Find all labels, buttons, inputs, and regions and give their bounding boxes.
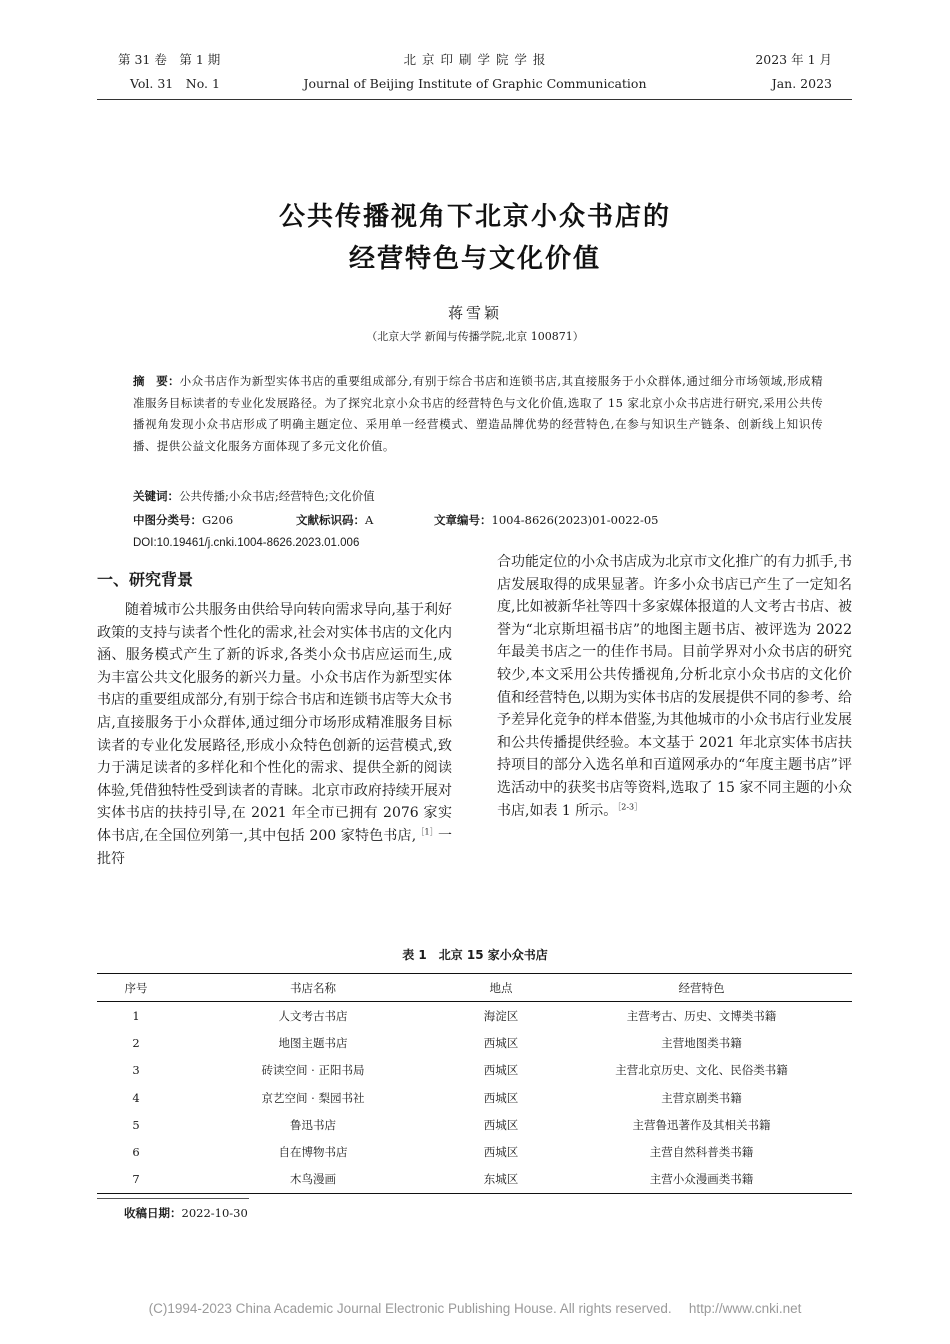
abstract-text: 小众书店作为新型实体书店的重要组成部分,有别于综合书店和连锁书店,其直接服务于小众群体,通过细分市场领域,形成精准服务目标读者的专业化发展路径。为了探究北京小众书店的经营特色与文化价值,选取了 15 家北京小众书店进行研究,采用公共传播视角发现小众书店形成了明确主题定位、采用单一经营模式、塑造品牌优势的经营特色,在参与知识生产链条、创新线上知识传播、提供公益文化服务方面体现了多元文化价值。 [133, 374, 823, 453]
col-header-location: 地点 [451, 974, 551, 1002]
cell-name: 地图主题书店 [278, 1035, 348, 1050]
cell-location: 西城区 [483, 1145, 519, 1160]
cell-feature: 主营京剧类书籍 [661, 1090, 742, 1105]
cell-location: 西城区 [483, 1063, 519, 1078]
cell-feature: 主营小众漫画类书籍 [551, 1166, 852, 1194]
keywords-label: 关键词： [133, 489, 179, 503]
cell-name: 鲁迅书店 [290, 1117, 336, 1132]
journal-name-cn: 北 京 印 刷 学 院 学 报 [403, 52, 547, 67]
col-header-no: 序号 [97, 974, 175, 1002]
article-number [434, 510, 658, 530]
doc-code-value: A [365, 513, 374, 527]
table-row [97, 1029, 852, 1056]
issue-date-en: Jan. 2023 [771, 76, 832, 91]
table-row [97, 1166, 852, 1194]
affiliation: （北京大学 新闻与传播学院,北京 100871） [366, 330, 584, 343]
cell-location: 海淀区 [483, 1008, 519, 1023]
left-column [97, 568, 452, 870]
cell-no: 4 [132, 1090, 140, 1105]
keywords [133, 486, 375, 506]
left-para-end: 一批符 [97, 827, 452, 867]
table-header-row [97, 974, 852, 1002]
cell-no: 2 [132, 1035, 140, 1050]
cell-feature: 主营鲁迅著作及其相关书籍 [632, 1117, 771, 1132]
cell-no: 1 [132, 1008, 140, 1023]
doi: DOI:10.19461/j.cnki.1004-8626.2023.01.006 [133, 537, 360, 549]
doc-code-label: 文献标识码： [296, 513, 365, 527]
cell-no: 7 [97, 1166, 175, 1194]
right-column [497, 551, 852, 822]
right-para-text: 合功能定位的小众书店成为北京市文化推广的有力抓手,书店发展取得的成果显著。许多小众书店已产生了一定知名度,比如被新华社等四十多家媒体报道的人文考古书店、被誉为“北京斯坦福书店”的地图主题书店、被评选为 2022 年最美书店之一的佳作书局。目前学界对小众书店的研究较少,本文采用公共传播视角,分析北京小众书店的文化价值和经营特色,以期为实体书店的发展提供不同的参考、给予差异化竞争的样本借鉴,为其他城市的小众书店行业发展和公共传播提供经验。本文基于 2021 年北京实体书店扶持项目的部分入选名单和百道网承办的“年度主题书店”评选活动中的获奖书店等资料,选取了 15 家不同主题的小众书店,如表 1 所示。 [497, 554, 852, 819]
received-value: 2022-10-30 [181, 1206, 248, 1220]
table-caption: 表 1 北京 15 家小众书店 [402, 948, 548, 962]
col-header-feature: 经营特色 [551, 974, 852, 1002]
section-heading: 一、研究背景 [97, 570, 194, 589]
cell-name: 京艺空间 · 梨园书社 [261, 1090, 365, 1105]
cell-feature: 主营地图类书籍 [661, 1035, 742, 1050]
body-paragraph-left [97, 599, 452, 870]
citation-1: ［1］ [416, 827, 438, 837]
cell-no: 5 [132, 1117, 140, 1132]
article-no-label: 文章编号： [434, 513, 492, 527]
col-header-name: 书店名称 [175, 974, 451, 1002]
cell-name: 人文考古书店 [278, 1008, 348, 1023]
issue-date-cn: 2023 年 1 月 [755, 52, 832, 67]
bookstore-table [97, 973, 852, 1194]
cell-location: 西城区 [483, 1117, 519, 1132]
cell-name: 砖读空间 · 正阳书局 [261, 1063, 365, 1078]
cell-feature: 主营北京历史、文化、民俗类书籍 [615, 1063, 788, 1078]
cell-no: 6 [132, 1145, 140, 1160]
header-rule [97, 99, 852, 100]
cell-name: 自在博物书店 [278, 1145, 348, 1160]
volume-issue-en: Vol. 31 No. 1 [130, 76, 220, 91]
clc-value: G206 [202, 513, 234, 527]
body-paragraph-right [497, 551, 852, 822]
received-date [124, 1205, 248, 1221]
article-no-value: 1004-8626(2023)01-0022-05 [491, 513, 659, 527]
citation-2-3: ［2-3］ [617, 801, 643, 811]
cell-feature: 主营考古、历史、文博类书籍 [626, 1008, 777, 1023]
table-row [97, 1057, 852, 1084]
footnote-rule [97, 1198, 249, 1199]
journal-name-en: Journal of Beijing Institute of Graphic Communication [303, 76, 647, 91]
author: 蒋雪颖 [447, 304, 502, 322]
cell-location: 东城区 [451, 1166, 551, 1194]
cell-location: 西城区 [483, 1090, 519, 1105]
volume-issue-cn: 第 31 卷 第 1 期 [118, 52, 221, 67]
copyright-notice: (C)1994-2023 China Academic Journal Electronic Publishing House. All rights reserved. http://www.cnki.net [148, 1301, 802, 1316]
cell-no: 3 [132, 1063, 140, 1078]
table-row [97, 1111, 852, 1138]
received-label: 收稿日期： [124, 1206, 182, 1220]
table-row [97, 1084, 852, 1111]
clc-number [133, 510, 233, 530]
keywords-text: 公共传播;小众书店;经营特色;文化价值 [179, 489, 375, 503]
abstract-label: 摘 要： [133, 374, 180, 388]
paper-title-line2: 经营特色与文化价值 [348, 244, 601, 274]
left-para-text: 随着城市公共服务由供给导向转向需求导向,基于利好政策的支持与读者个性化的需求,社会对实体书店的文化内涵、服务模式产生了新的诉求,各类小众书店应运而生,成为丰富公共文化服务的新兴力量。小众书店作为新型实体书店的重要组成部分,有别于综合书店和连锁书店等大众书店,直接服务于小众群体,通过细分市场形成精准服务目标读者的专业化发展路径,形成小众特色创新的运营模式,致力于满足读者的多样化和个性化的需求、提供全新的阅读体验,凭借独特性受到读者的青睐。北京市政府持续开展对实体书店的扶持引导,在 2021 年全市已拥有 2076 家实体书店,在全国位列第一,其中包括 200 家特色书店, [97, 602, 452, 844]
document-code [296, 510, 373, 530]
cell-name: 木鸟漫画 [175, 1166, 451, 1194]
cell-location: 西城区 [483, 1035, 519, 1050]
table-row [97, 1002, 852, 1030]
abstract [133, 371, 823, 457]
paper-title-line1: 公共传播视角下北京小众书店的 [278, 202, 671, 232]
clc-label: 中图分类号： [133, 513, 202, 527]
table-row [97, 1138, 852, 1165]
cell-feature: 主营自然科普类书籍 [649, 1145, 754, 1160]
